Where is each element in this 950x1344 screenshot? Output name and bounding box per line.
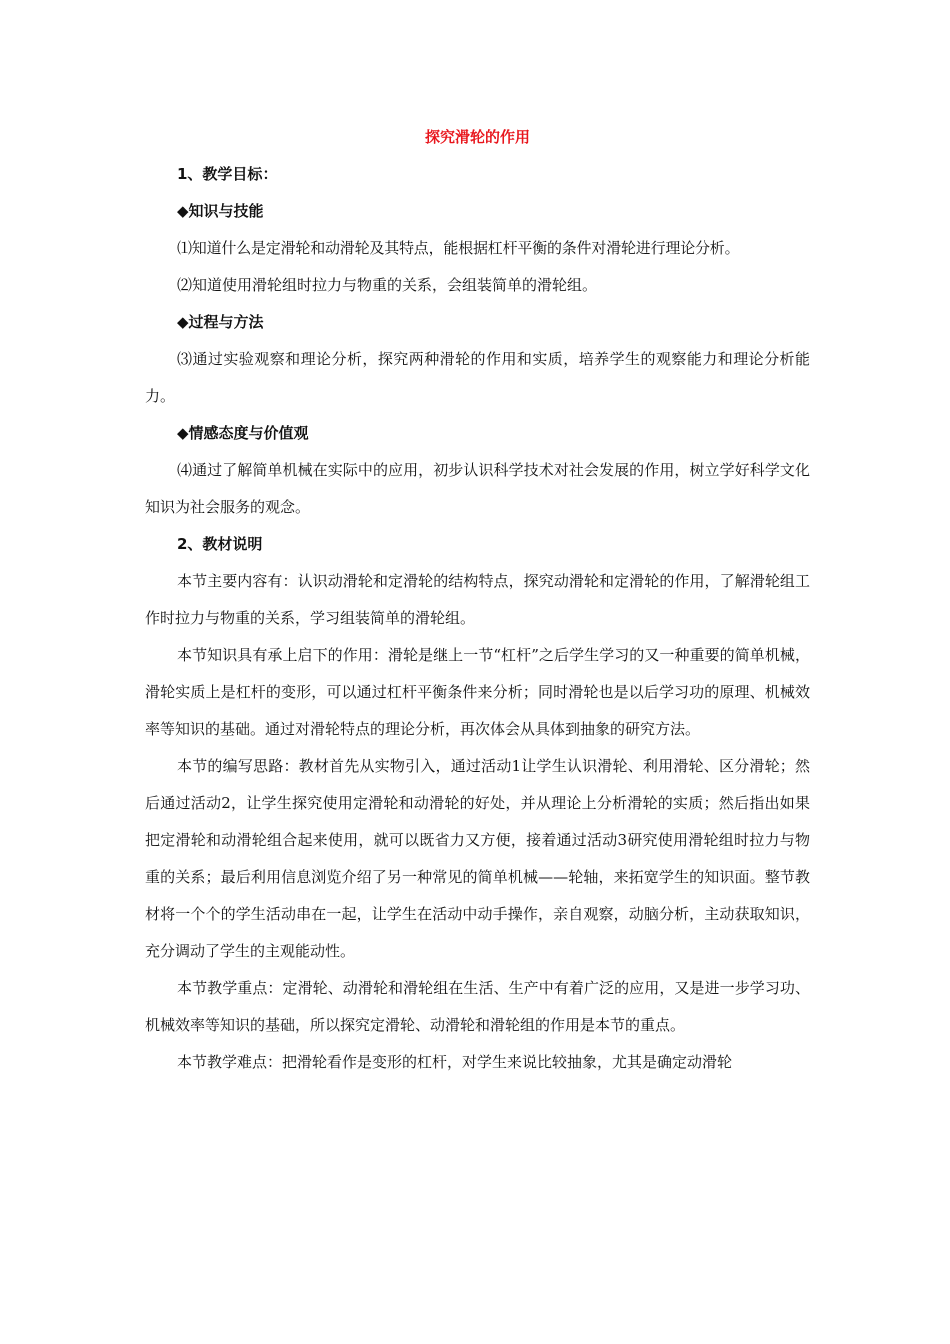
paragraph-objective-1: ⑴知道什么是定滑轮和动滑轮及其特点，能根据杠杆平衡的条件对滑轮进行理论分析。	[177, 239, 740, 257]
paragraph-difficulties: 本节教学难点：把滑轮看作是变形的杠杆，对学生来说比较抽象，尤其是确定动滑轮	[177, 1053, 733, 1071]
subheading-process-method: ◆过程与方法	[177, 313, 264, 331]
document-title: 探究滑轮的作用	[424, 128, 530, 146]
paragraph-objective-4: ⑷通过了解简单机械在实际中的应用，初步认识科学技术对社会发展的作用，树立学好科学文化知识为社会服务的观念。	[145, 461, 810, 516]
section-heading-materials: 2、教材说明	[177, 535, 263, 553]
subheading-knowledge-skills: ◆知识与技能	[177, 202, 264, 220]
section-heading-objectives: 1、教学目标：	[177, 165, 278, 183]
paragraph-key-points: 本节教学重点：定滑轮、动滑轮和滑轮组在生活、生产中有着广泛的应用，又是进一步学习功、机械效率等知识的基础，所以探究定滑轮、动滑轮和滑轮组的作用是本节的重点。	[145, 979, 810, 1034]
paragraph-materials-approach: 本节的编写思路：教材首先从实物引入，通过活动1让学生认识滑轮、利用滑轮、区分滑轮；然后通过活动2，让学生探究使用定滑轮和动滑轮的好处，并从理论上分析滑轮的实质；然后指出如果把定滑轮和动滑轮组合起来使用，就可以既省力又方便，接着通过活动3研究使用滑轮组时拉力与物重的关系；最后利用信息浏览介绍了另一种常见的简单机械——轮轴，来拓宽学生的知识面。整节教材将一个个的学生活动串在一起，让学生在活动中动手操作，亲自观察，动脑分析，主动获取知识，充分调动了学生的主观能动性。	[145, 757, 810, 960]
subheading-attitude-values: ◆情感态度与价值观	[177, 424, 309, 442]
document-page	[145, 118, 810, 1081]
paragraph-objective-3: ⑶通过实验观察和理论分析，探究两种滑轮的作用和实质，培养学生的观察能力和理论分析能力。	[145, 350, 810, 405]
paragraph-materials-content: 本节主要内容有：认识动滑轮和定滑轮的结构特点，探究动滑轮和定滑轮的作用，了解滑轮组工作时拉力与物重的关系，学习组装简单的滑轮组。	[145, 572, 810, 627]
paragraph-objective-2: ⑵知道使用滑轮组时拉力与物重的关系，会组装简单的滑轮组。	[177, 276, 598, 294]
paragraph-materials-role: 本节知识具有承上启下的作用：滑轮是继上一节“杠杆”之后学生学习的又一种重要的简单机械，滑轮实质上是杠杆的变形，可以通过杠杆平衡条件来分析；同时滑轮也是以后学习功的原理、机械效率等知识的基础。通过对滑轮特点的理论分析，再次体会从具体到抽象的研究方法。	[145, 646, 810, 738]
